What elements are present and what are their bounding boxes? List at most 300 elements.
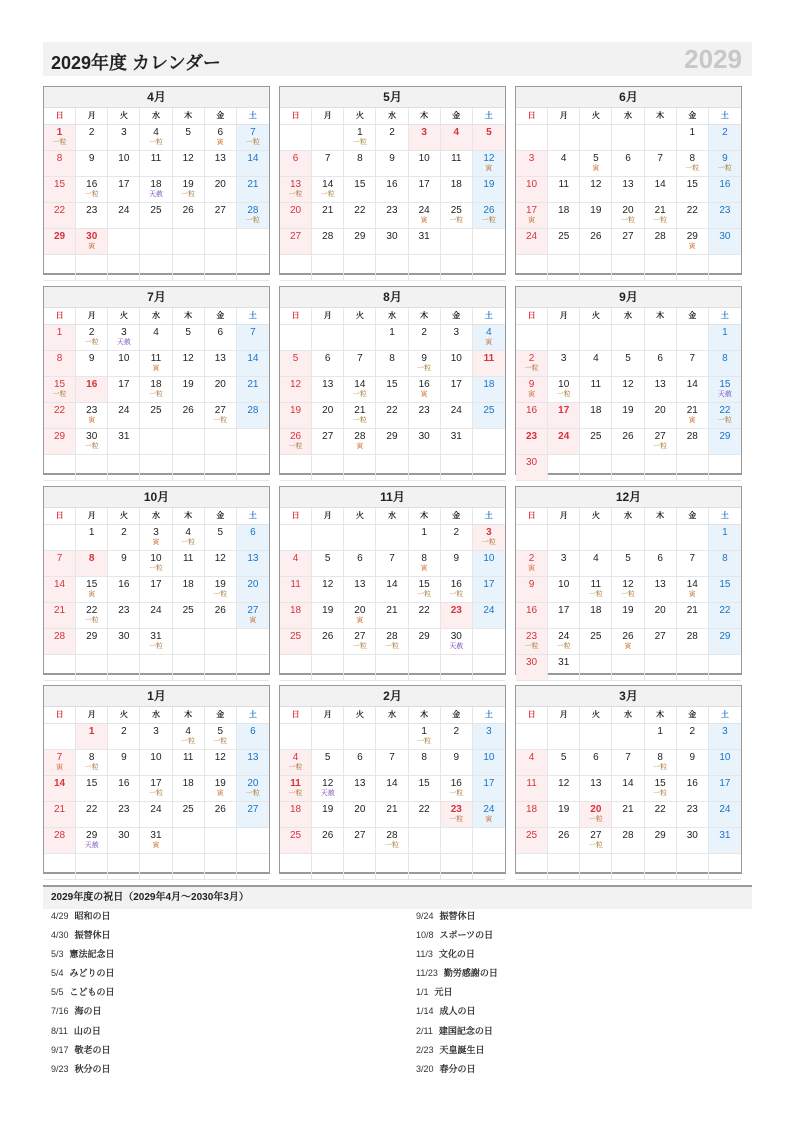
day-number: 29 xyxy=(418,631,430,642)
day-cell xyxy=(376,577,408,602)
day-label: 一粒 xyxy=(181,539,196,546)
day-cell xyxy=(441,203,473,228)
day-cell xyxy=(709,603,741,628)
day-number: 11 xyxy=(290,778,301,789)
day-cell xyxy=(205,724,237,749)
day-number: 20 xyxy=(322,405,334,416)
day-number: 21 xyxy=(686,405,698,416)
weekday-label: 金 xyxy=(677,108,709,124)
day-number: 18 xyxy=(558,205,570,216)
day-number: 1 xyxy=(389,327,395,338)
empty-cell xyxy=(376,655,408,680)
day-number: 4 xyxy=(153,127,159,138)
weekday-header xyxy=(280,508,505,525)
day-cell xyxy=(376,551,408,576)
day-number: 4 xyxy=(453,127,460,138)
day-number: 19 xyxy=(622,605,634,616)
empty-cell xyxy=(344,325,376,350)
day-cell xyxy=(677,429,709,454)
day-number: 6 xyxy=(357,553,363,564)
weekday-label: 木 xyxy=(645,108,677,124)
empty-cell xyxy=(516,854,548,879)
day-label: 一粒 xyxy=(84,617,99,624)
day-cell xyxy=(548,151,580,176)
day-cell xyxy=(580,750,612,775)
holiday-date: 11/3 xyxy=(416,949,433,960)
day-number: 15 xyxy=(386,379,398,390)
day-label: 寅 xyxy=(88,591,96,598)
day-number: 1 xyxy=(657,726,663,737)
day-label: 一粒 xyxy=(524,643,539,650)
day-cell xyxy=(344,151,376,176)
day-number: 27 xyxy=(654,631,666,642)
day-cell xyxy=(677,203,709,228)
holiday-name: 成人の日 xyxy=(439,1006,476,1017)
day-cell xyxy=(516,629,548,654)
day-number: 22 xyxy=(86,804,98,815)
day-cell xyxy=(409,603,441,628)
day-cell xyxy=(645,377,677,402)
week-row xyxy=(44,377,269,403)
weekday-label: 金 xyxy=(677,707,709,723)
day-cell xyxy=(677,776,709,801)
day-cell xyxy=(108,125,140,150)
day-label: 寅 xyxy=(249,617,257,624)
empty-cell xyxy=(516,325,548,350)
holiday-item xyxy=(51,1006,351,1025)
day-cell xyxy=(108,325,140,350)
day-number: 11 xyxy=(483,353,495,364)
day-cell xyxy=(548,750,580,775)
day-cell xyxy=(441,429,473,454)
weekday-label: 土 xyxy=(248,511,257,520)
day-number: 28 xyxy=(322,231,334,242)
day-cell xyxy=(76,377,108,402)
day-number: 28 xyxy=(54,631,66,642)
day-number: 6 xyxy=(292,153,299,164)
day-number: 16 xyxy=(418,379,430,390)
holiday-item xyxy=(416,1064,716,1083)
day-number: 19 xyxy=(182,379,194,390)
day-label: 一粒 xyxy=(148,139,163,146)
week-row xyxy=(280,750,505,776)
day-number: 22 xyxy=(354,205,366,216)
day-number: 3 xyxy=(153,726,159,737)
day-cell xyxy=(441,325,473,350)
day-number: 30 xyxy=(86,431,98,442)
day-cell xyxy=(376,429,408,454)
empty-cell xyxy=(409,854,441,879)
day-cell xyxy=(709,828,741,853)
weekday-label: 金 xyxy=(441,508,473,524)
day-number: 24 xyxy=(719,804,731,815)
day-label: 天赦 xyxy=(717,391,732,398)
day-cell xyxy=(612,203,644,228)
day-number: 18 xyxy=(590,605,602,616)
day-cell xyxy=(645,429,677,454)
day-cell xyxy=(409,351,441,376)
week-row xyxy=(280,325,505,351)
day-cell xyxy=(280,203,312,228)
day-number: 18 xyxy=(150,179,162,190)
day-cell xyxy=(441,802,473,827)
day-number: 5 xyxy=(625,553,631,564)
day-number: 13 xyxy=(290,179,302,190)
empty-cell xyxy=(473,854,505,879)
day-number: 22 xyxy=(654,804,666,815)
day-cell xyxy=(441,776,473,801)
day-cell xyxy=(548,776,580,801)
day-label: 一粒 xyxy=(481,217,496,224)
day-label: 一粒 xyxy=(352,139,367,146)
day-label: 寅 xyxy=(592,165,600,172)
day-cell xyxy=(76,203,108,228)
day-number: 24 xyxy=(150,605,162,616)
day-number: 30 xyxy=(686,830,698,841)
day-cell xyxy=(44,177,76,202)
day-number: 7 xyxy=(357,353,363,364)
day-label: 一粒 xyxy=(653,764,668,771)
weekday-label: 火 xyxy=(580,707,612,723)
day-label: 寅 xyxy=(356,617,364,624)
day-number: 3 xyxy=(560,353,567,364)
day-cell xyxy=(237,603,269,628)
day-cell xyxy=(441,377,473,402)
day-number: 17 xyxy=(418,179,430,190)
weekday-label: 土 xyxy=(720,710,729,719)
empty-cell xyxy=(580,854,612,879)
empty-cell xyxy=(140,655,172,680)
weekday-label: 土 xyxy=(484,710,493,719)
day-number: 9 xyxy=(421,353,427,364)
weekday-label: 金 xyxy=(205,508,237,524)
month-4 xyxy=(43,286,270,475)
day-cell xyxy=(237,776,269,801)
weekday-label: 木 xyxy=(173,308,205,324)
empty-cell xyxy=(677,525,709,550)
weekday-label: 日 xyxy=(280,508,312,524)
day-number: 12 xyxy=(622,379,634,390)
day-cell xyxy=(612,403,644,428)
day-cell xyxy=(205,776,237,801)
holiday-date: 1/14 xyxy=(416,1006,434,1017)
day-label: 一粒 xyxy=(620,217,635,224)
day-number: 23 xyxy=(118,804,130,815)
day-cell xyxy=(376,377,408,402)
day-number: 31 xyxy=(719,830,731,841)
day-cell xyxy=(312,629,344,654)
holiday-item xyxy=(416,911,716,930)
day-number: 21 xyxy=(322,205,334,216)
empty-cell xyxy=(548,255,580,280)
day-number: 9 xyxy=(453,752,460,763)
weekday-header xyxy=(516,108,741,125)
day-number: 8 xyxy=(389,353,395,364)
day-label: 一粒 xyxy=(245,790,260,797)
empty-cell xyxy=(441,255,473,280)
day-label: 天赦 xyxy=(449,643,464,650)
empty-cell xyxy=(548,325,580,350)
day-number: 4 xyxy=(292,752,299,763)
week-row xyxy=(44,724,269,750)
day-cell xyxy=(173,776,205,801)
day-cell xyxy=(205,203,237,228)
weekday-label: 火 xyxy=(108,707,140,723)
day-cell xyxy=(516,151,548,176)
day-number: 30 xyxy=(386,231,398,242)
empty-cell xyxy=(376,854,408,879)
empty-cell xyxy=(344,655,376,680)
empty-cell xyxy=(237,229,269,254)
day-number: 19 xyxy=(590,205,602,216)
weekday-label: 水 xyxy=(612,707,644,723)
weekday-header xyxy=(516,707,741,724)
day-cell xyxy=(140,629,172,654)
day-number: 7 xyxy=(56,752,63,763)
day-cell xyxy=(312,151,344,176)
day-cell xyxy=(344,750,376,775)
day-number: 31 xyxy=(150,631,162,642)
day-cell xyxy=(645,724,677,749)
day-number: 25 xyxy=(290,830,302,841)
empty-cell xyxy=(205,828,237,853)
week-row xyxy=(44,229,269,255)
day-label: 一粒 xyxy=(556,391,571,398)
day-label: 一粒 xyxy=(288,191,303,198)
empty-cell xyxy=(580,724,612,749)
day-cell xyxy=(173,403,205,428)
holiday-date: 4/29 xyxy=(51,911,69,921)
day-number: 6 xyxy=(657,353,663,364)
holiday-item xyxy=(416,1045,716,1064)
day-number: 11 xyxy=(590,579,602,590)
day-number: 5 xyxy=(593,153,599,164)
day-cell xyxy=(205,177,237,202)
day-cell xyxy=(205,551,237,576)
day-number: 3 xyxy=(560,553,567,564)
day-cell xyxy=(108,429,140,454)
day-number: 26 xyxy=(290,431,302,442)
weekday-label: 月 xyxy=(76,508,108,524)
day-number: 1 xyxy=(722,527,728,538)
empty-cell xyxy=(312,125,344,150)
week-row xyxy=(44,351,269,377)
empty-cell xyxy=(441,854,473,879)
month-title: 11月 xyxy=(280,487,505,508)
week-row xyxy=(516,603,741,629)
month-10 xyxy=(43,685,270,874)
day-cell xyxy=(205,750,237,775)
empty-cell xyxy=(645,854,677,879)
day-number: 9 xyxy=(88,153,95,164)
day-cell xyxy=(205,325,237,350)
day-number: 10 xyxy=(483,553,495,564)
day-number: 22 xyxy=(54,405,66,416)
empty-cell xyxy=(580,655,612,680)
empty-cell xyxy=(280,325,312,350)
day-number: 14 xyxy=(54,579,66,590)
empty-cell xyxy=(376,255,408,280)
day-cell xyxy=(344,776,376,801)
day-label: 寅 xyxy=(88,417,96,424)
day-number: 27 xyxy=(214,405,226,416)
day-label: 一粒 xyxy=(481,539,496,546)
day-number: 11 xyxy=(290,579,301,590)
day-cell xyxy=(312,377,344,402)
day-number: 30 xyxy=(526,457,538,468)
empty-cell xyxy=(473,655,505,680)
day-label: 一粒 xyxy=(288,443,303,450)
empty-cell xyxy=(409,255,441,280)
day-cell xyxy=(516,828,548,853)
day-number: 10 xyxy=(118,353,130,364)
day-cell xyxy=(516,429,548,454)
weekday-label: 月 xyxy=(312,508,344,524)
day-number: 3 xyxy=(121,327,127,338)
day-label: 一粒 xyxy=(245,217,260,224)
day-number: 17 xyxy=(483,579,495,590)
day-cell xyxy=(441,177,473,202)
title-bar xyxy=(43,42,752,76)
day-cell xyxy=(612,577,644,602)
day-number: 26 xyxy=(322,830,334,841)
empty-cell xyxy=(344,854,376,879)
holiday-item xyxy=(51,949,351,968)
holiday-date: 9/17 xyxy=(51,1044,69,1055)
weekday-label: 金 xyxy=(441,707,473,723)
day-label: 天赦 xyxy=(84,842,99,849)
week-row xyxy=(44,177,269,203)
day-number: 15 xyxy=(54,179,66,190)
day-cell xyxy=(409,776,441,801)
empty-cell xyxy=(441,828,473,853)
day-cell xyxy=(473,525,505,550)
day-cell xyxy=(473,151,505,176)
day-cell xyxy=(441,577,473,602)
week-row xyxy=(516,776,741,802)
weekday-label: 金 xyxy=(677,508,709,524)
week-row xyxy=(44,429,269,455)
day-number: 20 xyxy=(214,379,226,390)
day-number: 14 xyxy=(322,179,334,190)
empty-cell xyxy=(548,724,580,749)
day-cell xyxy=(44,151,76,176)
day-cell xyxy=(548,429,580,454)
day-number: 2 xyxy=(88,127,95,138)
empty-cell xyxy=(76,655,108,680)
week-row xyxy=(44,828,269,854)
day-cell xyxy=(44,577,76,602)
day-cell xyxy=(44,351,76,376)
day-number: 26 xyxy=(622,631,634,642)
day-cell xyxy=(677,151,709,176)
day-number: 5 xyxy=(217,726,224,737)
day-number: 4 xyxy=(185,726,191,737)
day-cell xyxy=(173,177,205,202)
day-number: 3 xyxy=(453,327,460,338)
empty-cell xyxy=(140,455,172,480)
week-row xyxy=(44,203,269,229)
day-cell xyxy=(237,377,269,402)
weekday-label: 木 xyxy=(409,308,441,324)
day-cell xyxy=(409,403,441,428)
day-number: 2 xyxy=(453,527,460,538)
day-number: 15 xyxy=(354,179,366,190)
weekday-label: 火 xyxy=(108,508,140,524)
day-cell xyxy=(76,551,108,576)
day-cell xyxy=(173,603,205,628)
day-cell xyxy=(645,351,677,376)
day-cell xyxy=(645,203,677,228)
day-number: 3 xyxy=(121,127,127,138)
day-cell xyxy=(44,750,76,775)
day-label: 一粒 xyxy=(685,165,700,172)
day-label: 寅 xyxy=(485,339,493,346)
day-number: 30 xyxy=(118,631,130,642)
day-number: 13 xyxy=(590,778,602,789)
day-cell xyxy=(548,802,580,827)
day-cell xyxy=(237,325,269,350)
day-label: 一粒 xyxy=(288,764,303,771)
empty-cell xyxy=(376,525,408,550)
day-cell xyxy=(677,377,709,402)
day-cell xyxy=(280,229,312,254)
day-number: 10 xyxy=(418,153,430,164)
day-label: 一粒 xyxy=(417,591,432,598)
day-cell xyxy=(548,629,580,654)
day-number: 2 xyxy=(528,553,535,564)
weekday-header xyxy=(44,508,269,525)
day-number: 28 xyxy=(386,631,398,642)
week-row xyxy=(280,724,505,750)
day-cell xyxy=(344,177,376,202)
day-cell xyxy=(580,177,612,202)
day-cell xyxy=(237,151,269,176)
weekday-label: 水 xyxy=(376,108,408,124)
day-number: 2 xyxy=(88,327,95,338)
day-cell xyxy=(580,603,612,628)
empty-cell xyxy=(237,255,269,280)
day-cell xyxy=(76,151,108,176)
day-cell xyxy=(441,724,473,749)
day-cell xyxy=(44,629,76,654)
day-number: 24 xyxy=(483,605,495,616)
empty-cell xyxy=(409,455,441,480)
day-cell xyxy=(516,577,548,602)
empty-cell xyxy=(473,828,505,853)
day-cell xyxy=(677,603,709,628)
day-cell xyxy=(548,229,580,254)
day-number: 10 xyxy=(150,752,162,763)
empty-cell xyxy=(108,229,140,254)
day-cell xyxy=(344,603,376,628)
day-cell xyxy=(473,325,505,350)
day-number: 26 xyxy=(182,205,194,216)
month-12 xyxy=(515,685,742,874)
day-cell xyxy=(237,403,269,428)
day-cell xyxy=(376,351,408,376)
day-cell xyxy=(677,551,709,576)
day-number: 28 xyxy=(386,830,398,841)
day-cell xyxy=(376,125,408,150)
holiday-list-title: 2029年度の祝日（2029年4月～2030年3月） xyxy=(43,885,752,909)
day-cell xyxy=(612,802,644,827)
day-cell xyxy=(76,525,108,550)
day-number: 22 xyxy=(418,605,430,616)
day-cell xyxy=(280,603,312,628)
holiday-item xyxy=(416,1006,716,1025)
day-label: 寅 xyxy=(56,764,64,771)
